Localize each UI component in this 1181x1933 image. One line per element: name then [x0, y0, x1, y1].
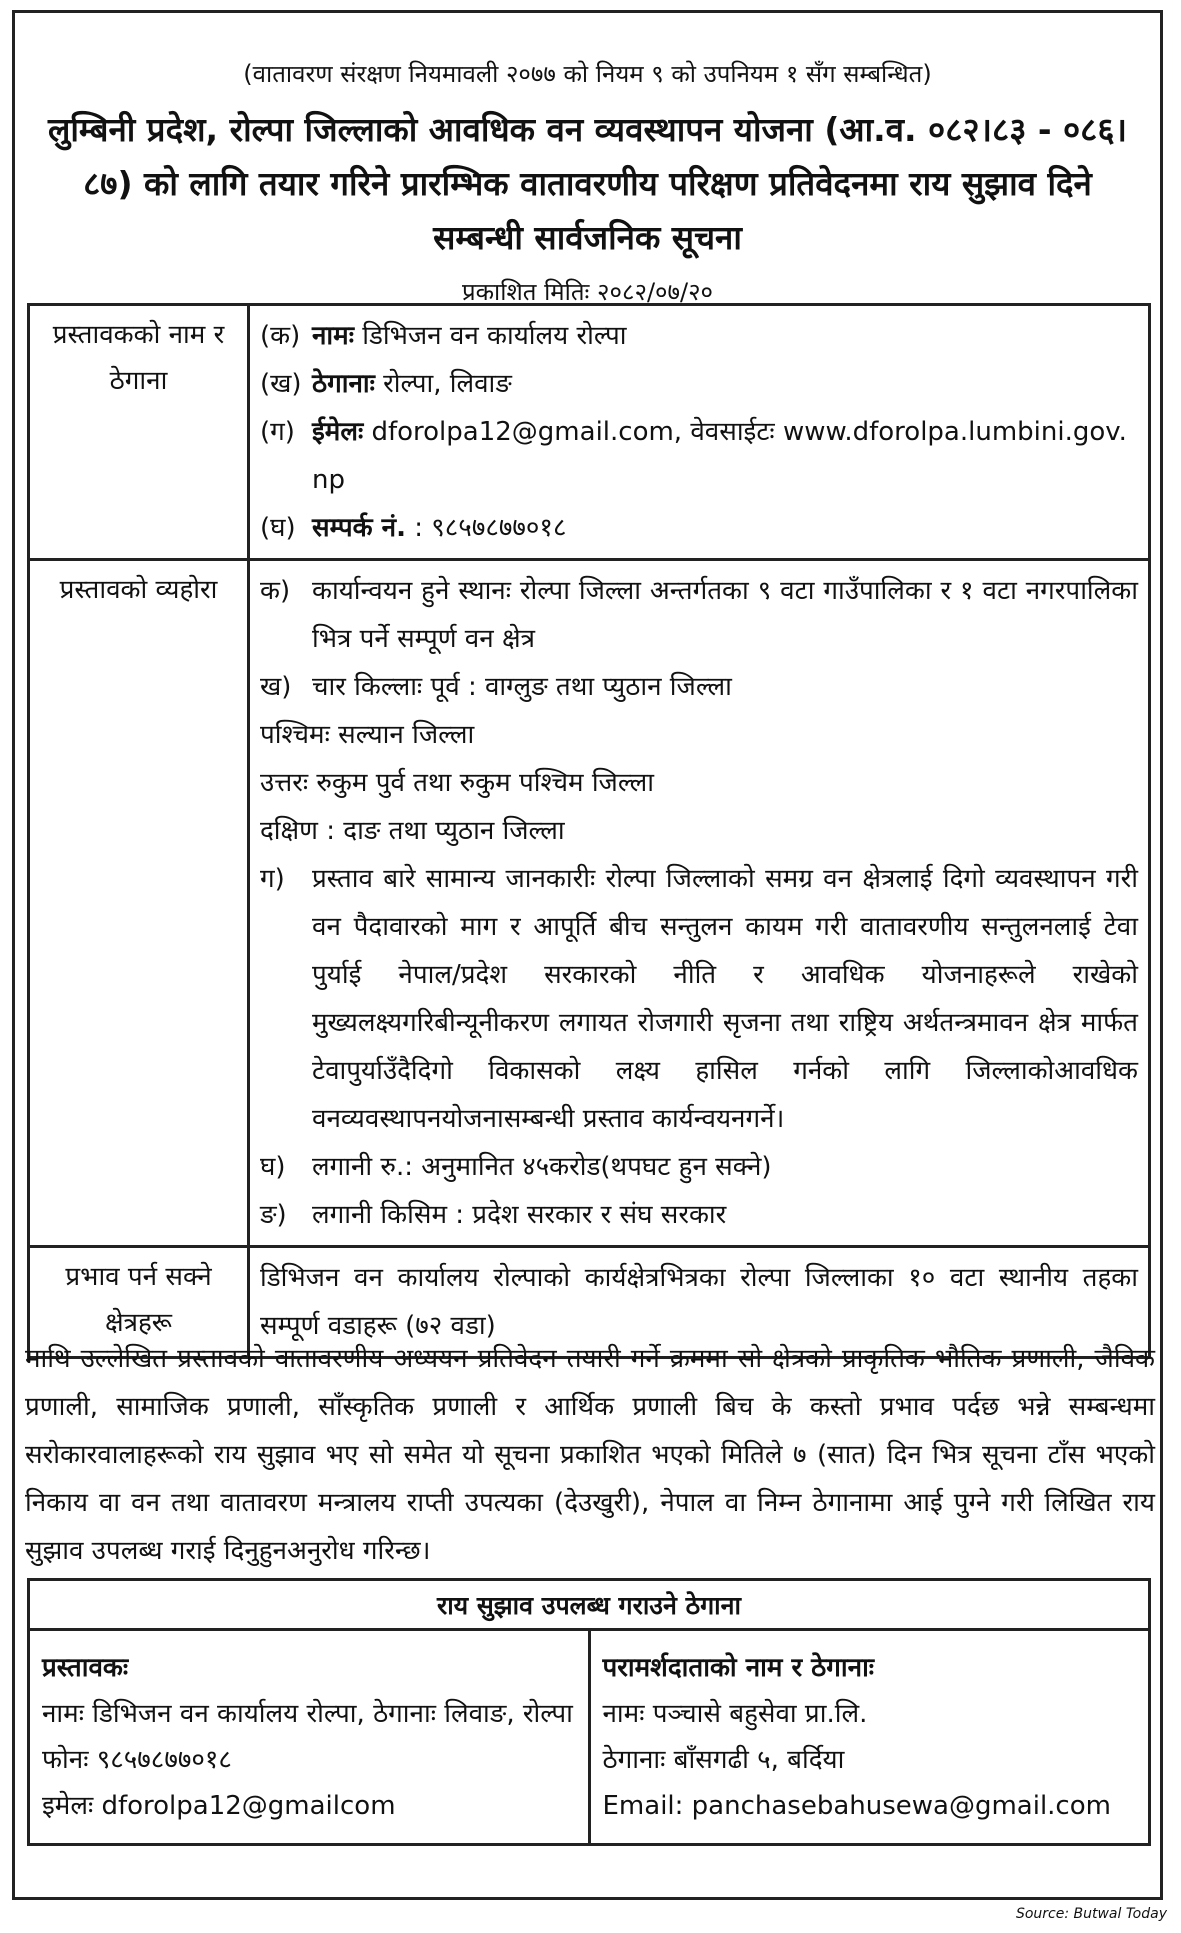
published-date: प्रकाशित मितिः २०८२/०७/२० — [461, 278, 714, 306]
item-text: डिभिजन वन कार्यालय रोल्पा — [353, 321, 627, 351]
row-label: प्रस्तावको व्यहोरा — [29, 560, 249, 1247]
item-text: लगानी रु.: अनुमानित ४५करोड(थपघट हुन सक्ने) — [312, 1152, 772, 1182]
item-key: (ग) — [260, 417, 295, 447]
proposer-name: नामः डिभिजन वन कार्यालय रोल्पा, ठेगानाः लिवाङ, रोल्पा — [42, 1699, 573, 1729]
list-item — [260, 312, 1138, 360]
notice-subtitle: (वातावरण संरक्षण नियमावली २०७७ को नियम ९ को उपनियम १ सँग सम्बन्धित) — [243, 60, 932, 88]
row-content — [249, 305, 1150, 560]
list-item: उत्तरः रुकुम पुर्व तथा रुकुम पश्चिम जिल्ला — [260, 768, 654, 798]
details-table — [27, 303, 1151, 1359]
row-content: डिभिजन वन कार्यालय रोल्पाको कार्यक्षेत्रभित्रका रोल्पा जिल्लाका १० वटा स्थानीय तहका सम्पूर्ण वडाहरू (७२ वडा) — [249, 1247, 1150, 1358]
item-text: कार्यान्वयन हुने स्थानः रोल्पा जिल्ला अन्तर्गतका ९ वटा गाउँपालिका र १ वटा नगरपालिका भित्र पर्ने सम्पूर्ण वन क्षेत्र — [312, 576, 1138, 654]
proposer-heading: प्रस्तावकः — [42, 1653, 129, 1683]
list-item — [260, 504, 1138, 552]
list-item — [260, 855, 1138, 1143]
list-item: दक्षिण : दाङ तथा प्युठान जिल्ला — [260, 816, 565, 846]
list-item — [260, 1143, 1138, 1191]
proposer-phone: फोनः ९८५७८७७०१८ — [42, 1745, 232, 1775]
consultant-name: नामः पञ्चासे बहुसेवा प्रा.लि. — [602, 1699, 868, 1729]
email-website-text: dforolpa12@gmail.com, वेवसाईटः www.dforolpa.lumbini.gov.np — [312, 417, 1127, 495]
consultant-heading: परामर्शदाताको नाम र ठेगानाः — [602, 1653, 875, 1683]
item-key: (ख) — [260, 369, 302, 399]
table-row — [29, 305, 1150, 560]
consultant-address — [589, 1630, 1150, 1845]
list-item — [260, 663, 1138, 711]
row-content — [249, 560, 1150, 1247]
item-text: लगानी किसिम : प्रदेश सरकार र संघ सरकार — [312, 1200, 727, 1230]
item-key: ङ) — [260, 1200, 287, 1230]
proposer-address — [29, 1630, 590, 1845]
item-key: घ) — [260, 1152, 286, 1182]
item-key: ख) — [260, 672, 292, 702]
list-item — [260, 567, 1138, 663]
item-key: क) — [260, 576, 291, 606]
list-item — [260, 408, 1138, 504]
item-key: (क) — [260, 321, 301, 351]
consultant-email: Email: panchasebahusewa@gmail.com — [602, 1791, 1111, 1821]
item-label: ईमेलः — [312, 417, 364, 447]
item-key: (घ) — [260, 513, 296, 543]
list-item: पश्चिमः सल्यान जिल्ला — [260, 720, 475, 750]
source-credit: Source: Butwal Today — [1015, 1906, 1167, 1922]
row-label: प्रस्तावकको नाम र ठेगाना — [29, 305, 249, 560]
item-key: ग) — [260, 864, 285, 894]
item-text: प्रस्ताव बारे सामान्य जानकारीः रोल्पा जिल्लाको समग्र वन क्षेत्रलाई दिगो व्यवस्थापन गरी वन पैदावारको माग र आपूर्ति बीच सन्तुलन कायम गरी वातावरणीय सन्तुलनलाई टेवा पुर्याई नेपाल/प्रदेश सरकारको नीति र आवधिक योजनाहरूले राखेको मुख्यलक्ष्यगरिबीन्यूनीकरण लगायत रोजगारी सृजना तथा राष्ट्रिय अर्थतन्त्रमावन क्षेत्र मार्फत टेवापुर्याउँदैदिगो विकासको लक्ष्य हासिल गर्नको लागि जिल्लाकोआवधिक वनव्यवस्थापनयोजनासम्बन्धी प्रस्ताव कार्यन्वयनगर्ने। — [312, 864, 1138, 1134]
item-text: रोल्पा, लिवाङ — [374, 369, 512, 399]
list-item — [260, 360, 1138, 408]
list-item — [260, 1191, 1138, 1239]
address-box — [27, 1578, 1151, 1846]
item-label: सम्पर्क नं. — [312, 513, 406, 543]
address-box-title: राय सुझाव उपलब्ध गराउने ठेगाना — [29, 1580, 1150, 1630]
item-text: चार किल्लाः पूर्व : वाग्लुङ तथा प्युठान जिल्ला — [312, 672, 732, 702]
proposer-email: इमेलः dforolpa12@gmailcom — [42, 1791, 396, 1821]
notice-title: लुम्बिनी प्रदेश, रोल्पा जिल्लाको आवधिक वन व्यवस्थापन योजना (आ.व. ०८२।८३ - ०८६।८७) को लागि तयार गरिने प्रारम्भिक वातावरणीय परिक्षण प्रतिवेदनमा राय सुझाव दिने सम्बन्धी सार्वजनिक सूचना — [47, 110, 1128, 257]
table-row — [29, 560, 1150, 1247]
row-label: प्रभाव पर्न सक्ने क्षेत्रहरू — [29, 1247, 249, 1358]
item-text: : ९८५७८७७०१८ — [405, 513, 567, 543]
item-label: नामः — [312, 321, 354, 351]
notice-frame — [12, 10, 1163, 1900]
consultant-address-line: ठेगानाः बाँसगढी ५, बर्दिया — [602, 1745, 845, 1775]
item-label: ठेगानाः — [312, 369, 375, 399]
request-paragraph: माथि उल्लेखित प्रस्तावको वातावरणीय अध्ययन प्रतिवेदन तयारी गर्ने क्रममा सो क्षेत्रको प्राकृतिक भौतिक प्रणाली, जैविक प्रणाली, सामाजिक प्रणाली, साँस्कृतिक प्रणाली र आर्थिक प्रणाली बिच के कस्तो प्रभाव पर्दछ भन्ने सम्बन्धमा सरोकारवालाहरूको राय सुझाव भए सो समेत यो सूचना प्रकाशित भएको मितिले ७ (सात) दिन भित्र सूचना टाँस भएको निकाय वा वन तथा वातावरण मन्त्रालय राप्ती उपत्यका (देउखुरी), नेपाल वा निम्न ठेगानामा आई पुग्ने गरी लिखित राय सुझाव उपलब्ध गराई दिनुहुनअनुरोध गरिन्छ। — [25, 1344, 1155, 1566]
